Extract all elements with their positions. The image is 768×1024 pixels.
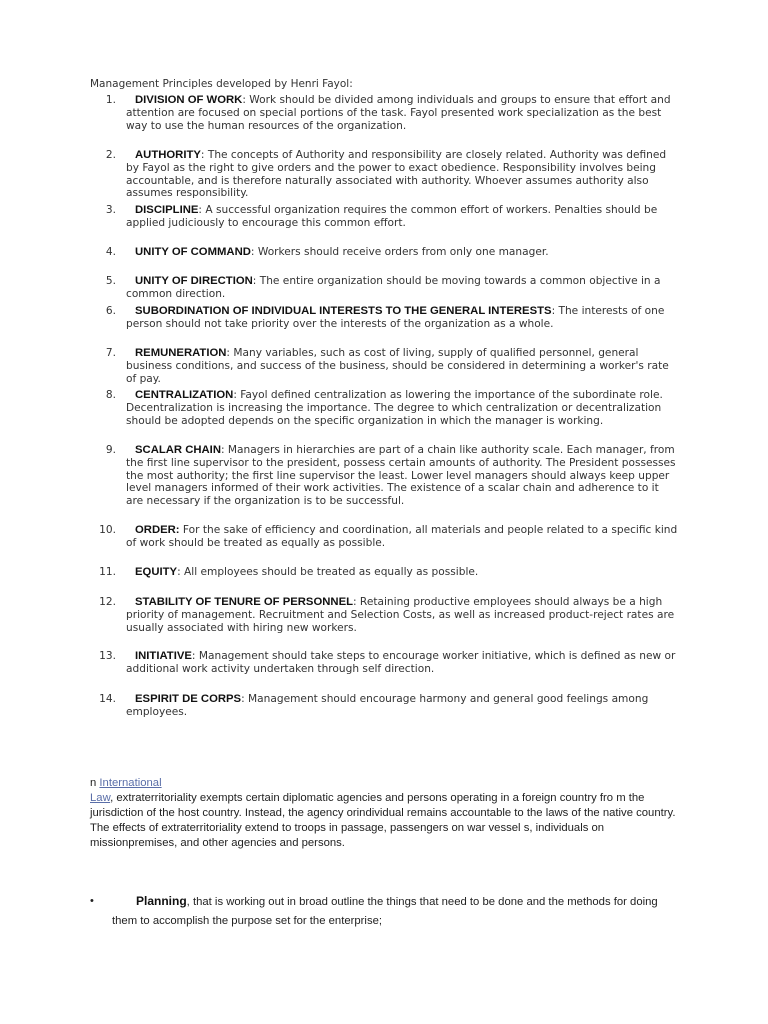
item-term: ORDER:	[135, 524, 180, 536]
bullet-description: , that is working out in broad outline the things that need to be done and the methods for doing them to accomplish the purpose set for the enterprise;	[112, 896, 658, 927]
item-term: INITIATIVE	[135, 650, 192, 662]
item-description: : Fayol defined centralization as lowering the importance of the subordinate role. Decentralization is increasing the importance. The degree to which centralization or decentralization should be adopted depends on the specific organization in which the manager is working.	[126, 389, 663, 427]
item-term: UNITY OF COMMAND	[135, 246, 251, 258]
item-text	[126, 444, 678, 508]
item-text	[126, 693, 678, 719]
item-term: EQUITY	[135, 566, 178, 578]
item-number: 10.	[99, 524, 116, 536]
item-description: For the sake of efficiency and coordination, all materials and people related to a specific kind of work should be treated as equally as possible.	[126, 524, 678, 549]
item-description: : Managers in hierarchies are part of a chain like authority scale. Each manager, from the first line supervisor to the president, possess certain amounts of authority. The President possesses the most authority; the first line supervisor the least. Lower level managers should always keep upper level managers informed of their work activities. The existence of a scalar chain and adherence to it are necessary if the organization is to be successful.	[126, 444, 676, 508]
item-text	[126, 650, 678, 676]
item-number: 9.	[105, 444, 116, 456]
item-number: 11.	[99, 566, 116, 578]
bullet-icon: •	[90, 895, 94, 907]
item-number: 12.	[99, 596, 116, 608]
item-description: : Management should encourage harmony and general good feelings among employees.	[126, 693, 649, 718]
item-term: CENTRALIZATION	[135, 389, 234, 401]
item-term: DIVISION OF WORK	[135, 94, 243, 106]
bullet-text	[112, 892, 672, 931]
item-text	[126, 94, 678, 132]
item-description: : Many variables, such as cost of living, supply of qualified personnel, general business conditions, and success of the business, should be considered in determining a worker's rate of pay.	[126, 347, 669, 385]
item-description: : All employees should be treated as equally as possible.	[177, 566, 479, 578]
item-description: : Management should take steps to encourage worker initiative, which is defined as new or additional work activity undertaken through self direction.	[126, 650, 676, 675]
extraterritoriality-paragraph	[90, 776, 680, 851]
item-text	[126, 596, 678, 634]
item-number: 7.	[105, 347, 116, 359]
item-term: SUBORDINATION OF INDIVIDUAL INTERESTS TO THE GENERAL INTERESTS	[135, 305, 552, 317]
item-description: : The entire organization should be moving towards a common objective in a common direction.	[126, 275, 661, 300]
item-number: 8.	[105, 389, 116, 401]
item-text	[126, 204, 678, 230]
item-text	[126, 566, 678, 579]
document-heading: Management Principles developed by Henri Fayol:	[90, 78, 353, 90]
item-text	[126, 246, 678, 259]
item-description: : The concepts of Authority and responsibility are closely related. Authority was defined by Fayol as the right to give orders and the power to exact obedience. Responsibility involves being accountable, and is therefore naturally associated with authority. Whoever assumes authority also assumes responsibility.	[126, 149, 667, 200]
item-term: SCALAR CHAIN	[135, 444, 221, 456]
item-text	[126, 347, 678, 385]
item-term: UNITY OF DIRECTION	[135, 275, 253, 287]
item-number: 1.	[105, 94, 116, 106]
item-text	[126, 524, 678, 550]
item-text	[126, 389, 678, 427]
bullet-term: Planning	[136, 894, 187, 908]
item-term: DISCIPLINE	[135, 204, 199, 216]
paragraph-prefix: n	[90, 777, 100, 789]
item-number: 5.	[105, 275, 116, 287]
item-description: : Workers should receive orders from only one manager.	[250, 246, 549, 258]
item-term: REMUNERATION	[135, 347, 227, 359]
item-description: : The interests of one person should not take priority over the interests of the organization as a whole.	[126, 305, 665, 330]
item-text	[126, 275, 678, 301]
item-number: 2.	[105, 149, 116, 161]
law-link[interactable]: Law	[90, 792, 111, 804]
paragraph-text: , extraterritoriality exempts certain diplomatic agencies and persons operating in a foreign country fro m the jurisdiction of the host country. Instead, the agency orindividual remains accountable to the laws of the native country. The effects of extraterritoriality extend to troops in passage, passengers on war vessel s, individuals on missionpremises, and other agencies and persons.	[90, 792, 676, 849]
item-number: 6.	[105, 305, 116, 317]
item-description: : Work should be divided among individuals and groups to ensure that effort and attention are focused on special portions of the task. Fayol presented work specialization as the best way to use the human resources of the organization.	[126, 94, 671, 132]
item-text	[126, 305, 678, 331]
item-term: AUTHORITY	[135, 149, 201, 161]
item-number: 14.	[99, 693, 116, 705]
item-term: ESPIRIT DE CORPS	[135, 693, 242, 705]
item-description: : Retaining productive employees should always be a high priority of management. Recruitment and Selection Costs, as well as increased product-reject rates are usually associated with hiring new workers.	[126, 596, 675, 634]
item-term: STABILITY OF TENURE OF PERSONNEL	[135, 596, 353, 608]
item-number: 13.	[99, 650, 116, 662]
item-number: 3.	[105, 204, 116, 216]
item-description: : A successful organization requires the common effort of workers. Penalties should be applied judiciously to encourage this common effort.	[126, 204, 658, 229]
item-number: 4.	[105, 246, 116, 258]
item-text	[126, 149, 678, 200]
international-link[interactable]: International	[99, 777, 162, 789]
